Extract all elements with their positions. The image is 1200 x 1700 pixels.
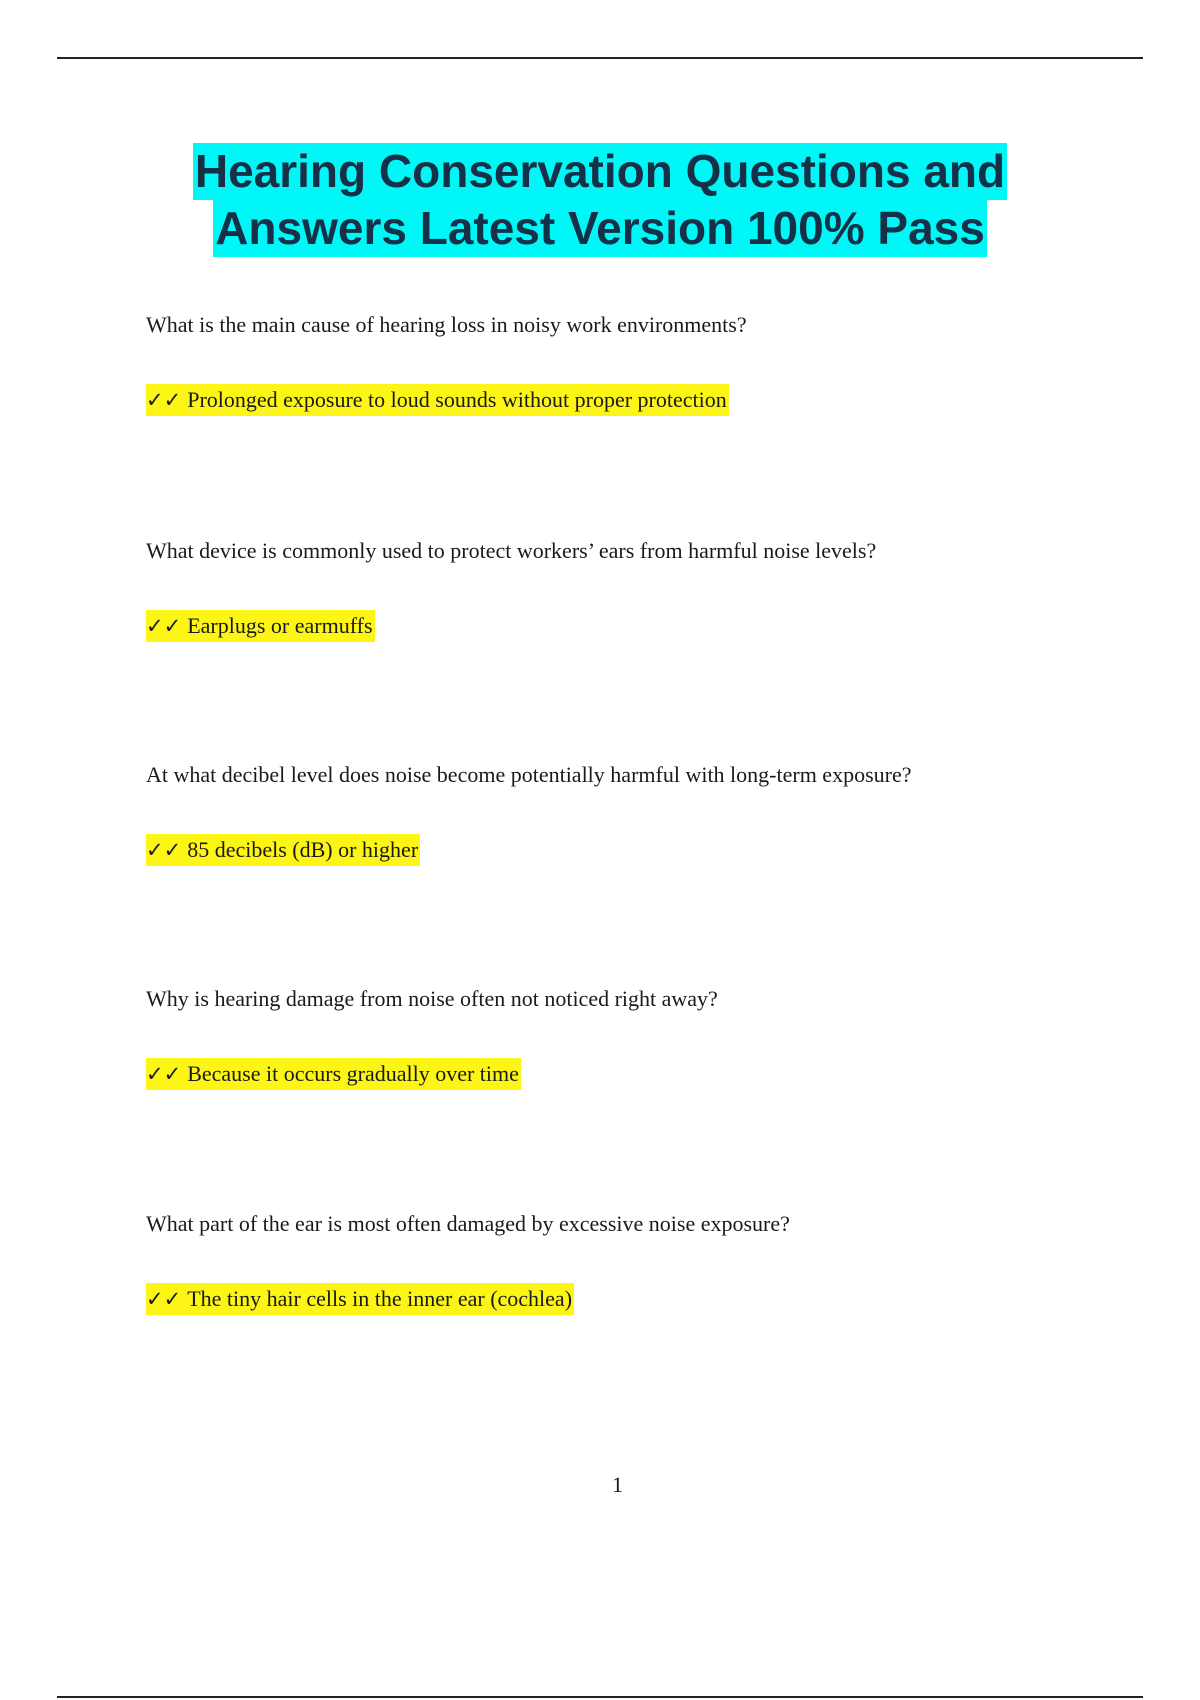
answer-highlight xyxy=(146,610,375,642)
answer-text: Earplugs or earmuffs xyxy=(187,613,373,638)
double-check-icon: ✓✓ xyxy=(146,388,182,412)
question-text: What device is commonly used to protect workers’ ears from harmful noise levels? xyxy=(146,538,877,563)
question-text: Why is hearing damage from noise often not noticed right away? xyxy=(146,986,718,1011)
page-number: 1 xyxy=(612,1472,623,1497)
qa-item-2 xyxy=(146,536,1106,638)
qa-item-1 xyxy=(146,310,1106,412)
title-line-1: Hearing Conservation Questions and xyxy=(193,143,1007,200)
top-rule xyxy=(57,57,1143,59)
answer-text: 85 decibels (dB) or higher xyxy=(187,837,419,862)
answer-highlight xyxy=(146,834,420,866)
answer-text: Because it occurs gradually over time xyxy=(187,1061,519,1086)
double-check-icon: ✓✓ xyxy=(146,1287,182,1311)
bottom-rule xyxy=(57,1696,1143,1698)
double-check-icon: ✓✓ xyxy=(146,1062,182,1086)
page-title xyxy=(60,143,1140,257)
double-check-icon: ✓✓ xyxy=(146,614,182,638)
qa-item-5 xyxy=(146,1209,1106,1311)
qa-item-3 xyxy=(146,760,1106,862)
title-line-2: Answers Latest Version 100% Pass xyxy=(213,200,987,257)
answer-text: Prolonged exposure to loud sounds without proper protection xyxy=(187,387,727,412)
question-text: What part of the ear is most often damaged by excessive noise exposure? xyxy=(146,1211,790,1236)
answer-highlight xyxy=(146,1058,521,1090)
double-check-icon: ✓✓ xyxy=(146,838,182,862)
question-text: At what decibel level does noise become potentially harmful with long-term exposure? xyxy=(146,762,912,787)
answer-text: The tiny hair cells in the inner ear (cochlea) xyxy=(187,1286,573,1311)
answer-highlight xyxy=(146,1283,574,1315)
question-text: What is the main cause of hearing loss in noisy work environments? xyxy=(146,312,747,337)
answer-highlight xyxy=(146,384,729,416)
qa-item-4 xyxy=(146,984,1106,1086)
